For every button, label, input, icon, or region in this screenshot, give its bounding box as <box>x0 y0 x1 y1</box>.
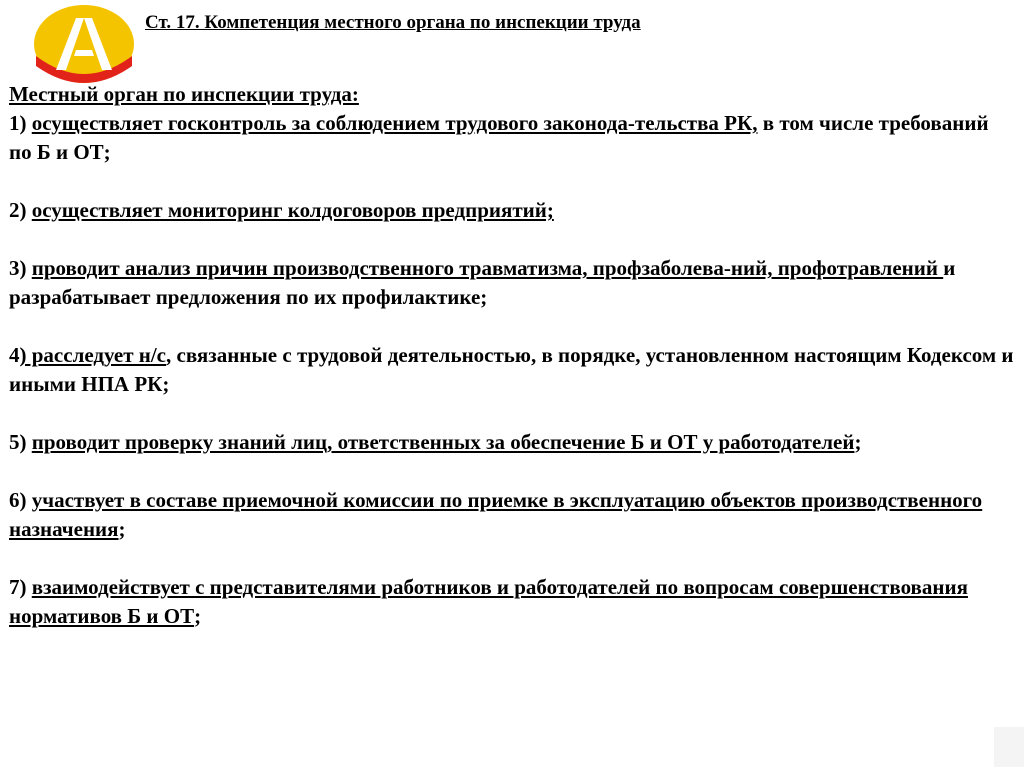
logo-icon <box>32 4 136 86</box>
item-number: 2) <box>9 198 32 222</box>
item-underlined-text: осуществляет госконтроль за соблюдением трудового законода-тельства РК, <box>31 111 758 135</box>
item-underlined-text: ) расследует н/с <box>19 343 167 367</box>
intro-line <box>9 80 1014 109</box>
page-title: Ст. 17. Компетенция местного органа по инспекции труда <box>145 12 641 33</box>
item-underlined-text: взаимодействует с представителями работников и работодателей по вопросам совершенствования нормативов Б и ОТ <box>9 575 968 628</box>
item-text: в том числе требований по Б и ОТ; <box>9 111 989 164</box>
list-item <box>9 254 1014 312</box>
list-item <box>9 486 1014 544</box>
intro-text: Местный орган по инспекции труда: <box>9 82 359 106</box>
item-number: 6) <box>9 488 32 512</box>
list-item <box>9 341 1014 399</box>
item-underlined-text: проводит анализ причин производственного травматизма, профзаболева-ний, профотравлений <box>31 256 944 280</box>
item-text: и разрабатывает предложения по их профилактике; <box>9 256 956 309</box>
item-number: 7) <box>9 575 32 599</box>
item-text: ; <box>854 430 862 454</box>
item-underlined-text: участвует в составе приемочной комиссии по приемке в эксплуатацию объектов производственного назначения <box>9 488 983 541</box>
item-underlined-text: осуществляет мониторинг колдоговоров предприятий; <box>31 198 554 222</box>
item-number: 3) <box>9 256 32 280</box>
item-text: , связанные с трудовой деятельностью, в порядке, установленном настоящим Кодексом и иными НПА РК; <box>9 343 1014 396</box>
page-corner-fold <box>994 727 1024 767</box>
list-item <box>9 428 1014 457</box>
item-number: 5) <box>9 430 32 454</box>
item-text: ; <box>118 517 126 541</box>
list-item <box>9 196 1014 225</box>
list-item <box>9 573 1014 631</box>
item-text: ; <box>194 604 202 628</box>
list-item <box>9 109 1014 167</box>
item-number: 4 <box>9 343 20 367</box>
item-underlined-text: проводит проверку знаний лиц, ответственных за обеспечение Б и ОТ у работодателей <box>31 430 855 454</box>
article-body <box>9 80 1014 631</box>
item-number: 1) <box>9 111 32 135</box>
